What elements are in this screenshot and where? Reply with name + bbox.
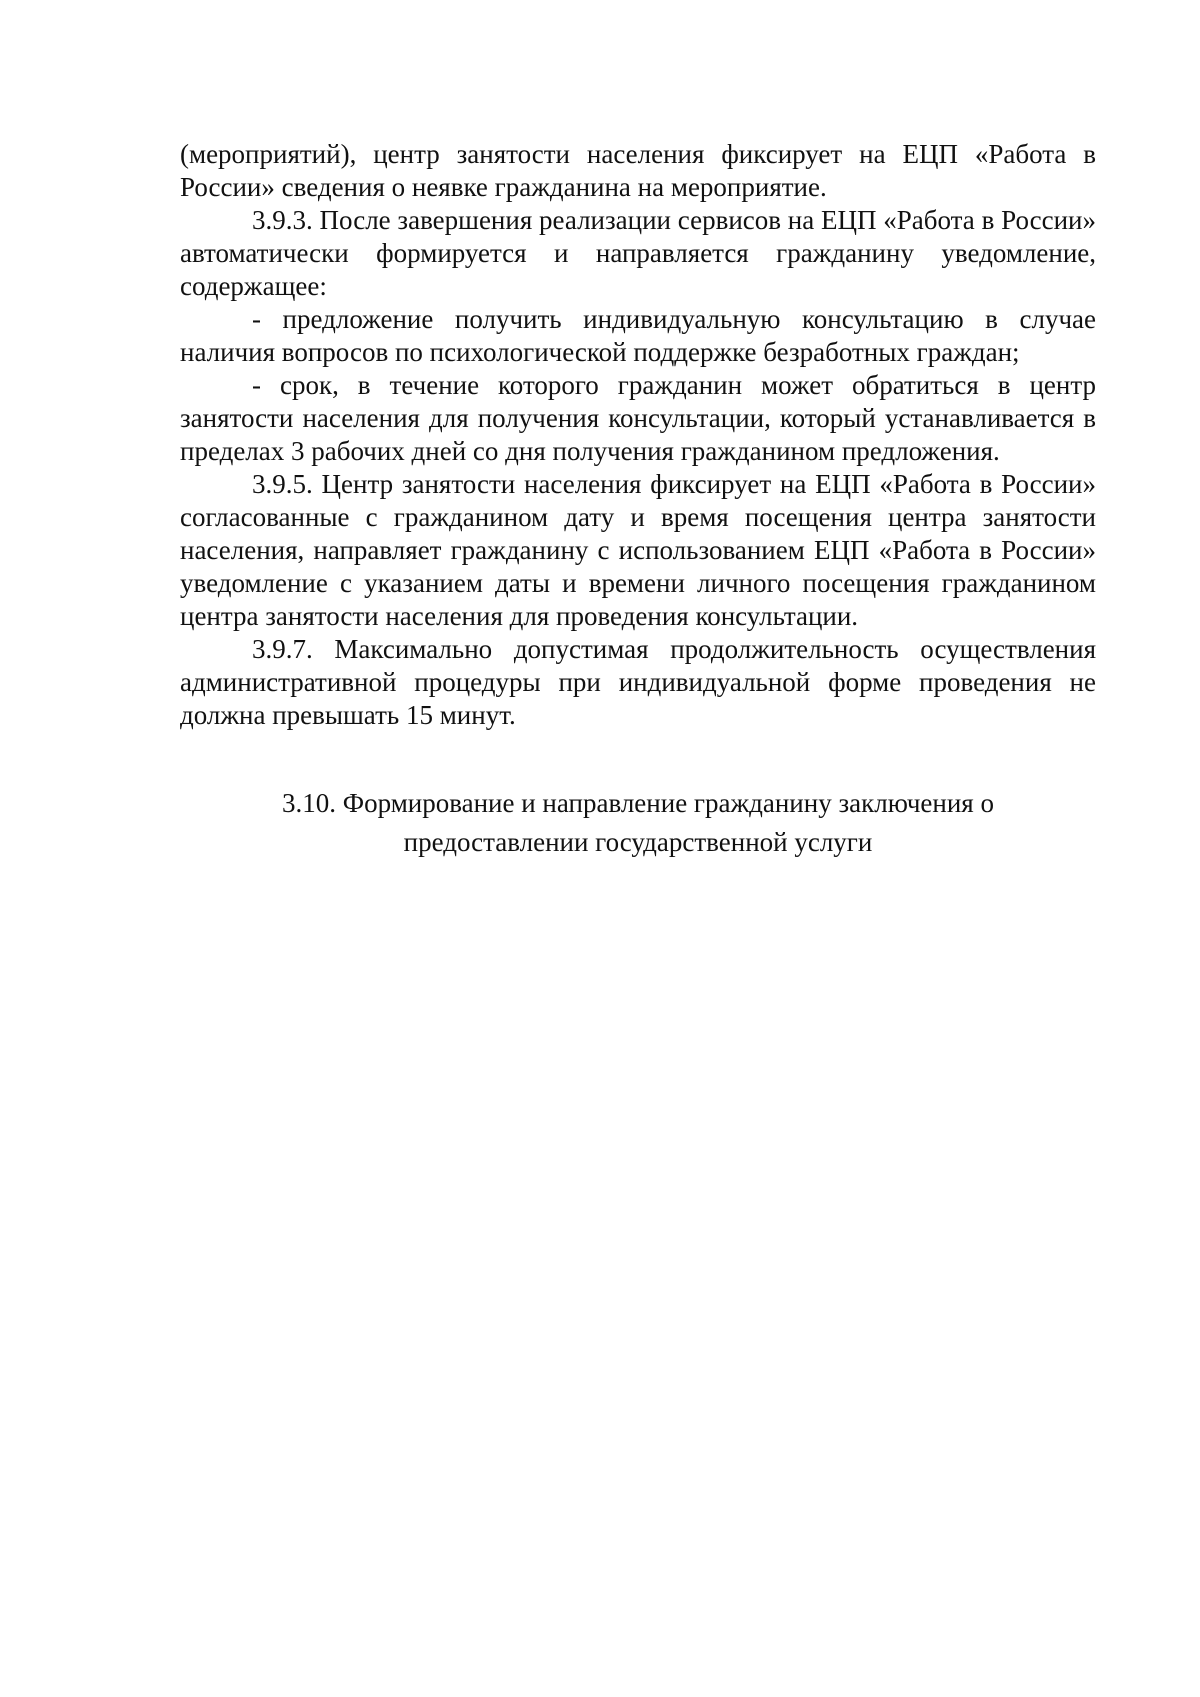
paragraph: (мероприятий), центр занятости населения фиксирует на ЕЦП «Работа в России» сведения о неявке гражданина на мероприятие. bbox=[180, 139, 1096, 202]
section-heading bbox=[248, 784, 1028, 862]
document-body bbox=[180, 138, 1096, 732]
paragraph: 3.9.3. После завершения реализации сервисов на ЕЦП «Работа в России» автоматически формируется и направляется гражданину уведомление, содержащее: bbox=[180, 205, 1096, 301]
paragraph: - предложение получить индивидуальную консультацию в случае наличия вопросов по психологической поддержке безработных граждан; bbox=[180, 304, 1096, 367]
section-heading-line: предоставлении государственной услуги bbox=[403, 827, 873, 857]
paragraph: - срок, в течение которого гражданин может обратиться в центр занятости населения для получения консультации, который устанавливается в пределах 3 рабочих дней со дня получения гражданином предложения. bbox=[180, 370, 1096, 466]
paragraph: 3.9.7. Максимально допустимая продолжительность осуществления административной процедуры при индивидуальной форме проведения не должна превышать 15 минут. bbox=[180, 634, 1096, 730]
paragraph: 3.9.5. Центр занятости населения фиксирует на ЕЦП «Работа в России» согласованные с гражданином дату и время посещения центра занятости населения, направляет гражданину с использованием ЕЦП «Работа в России» уведомление с указанием даты и времени личного посещения гражданином центра занятости населения для проведения консультации. bbox=[180, 469, 1096, 631]
section-heading-line: 3.10. Формирование и направление гражданину заключения о bbox=[282, 788, 994, 818]
